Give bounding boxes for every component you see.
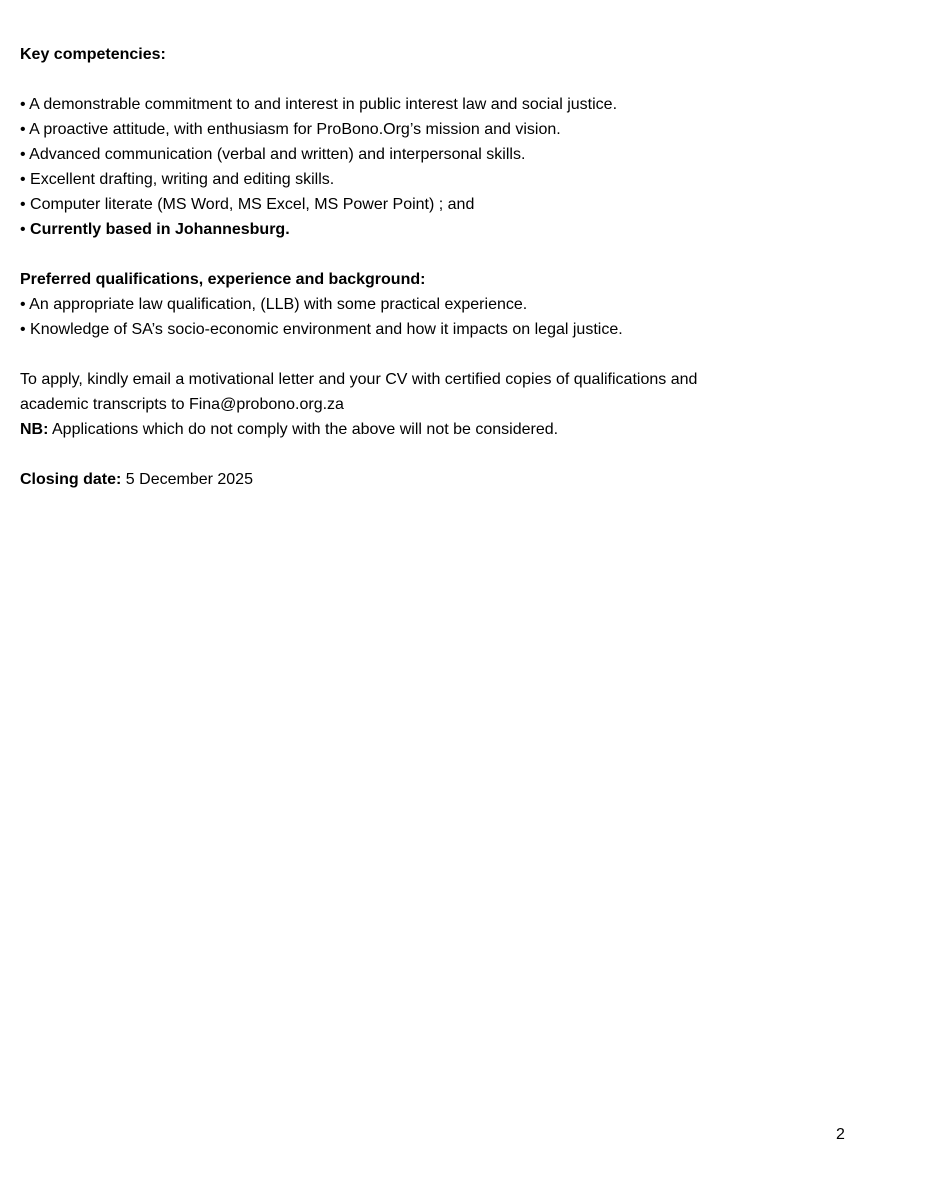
bullet: •: [20, 171, 31, 188]
competency-text: Computer literate (MS Word, MS Excel, MS Power Point) ; and: [30, 196, 475, 213]
bullet: •: [20, 321, 31, 338]
bullet: •: [20, 121, 30, 138]
key-competencies-heading: Key competencies:: [20, 46, 166, 63]
page-number: 2: [836, 1126, 845, 1143]
bullet: •: [20, 146, 30, 163]
spacer: [20, 442, 900, 467]
closing-date-label: Closing date:: [20, 471, 122, 488]
nb-line: [20, 417, 900, 442]
nb-label: NB:: [20, 421, 49, 438]
nb-text: Applications which do not comply with the above will not be considered.: [48, 421, 559, 438]
competency-item-5: [20, 192, 900, 217]
preferred-text: An appropriate law qualification, (LLB) with some practical experience.: [29, 296, 528, 313]
apply-line-2: academic transcripts to Fina@probono.org.za: [20, 396, 344, 413]
spacer: [20, 67, 900, 92]
spacer: [20, 342, 900, 367]
spacer: [20, 242, 900, 267]
closing-date-line: [20, 467, 900, 492]
bullet: •: [20, 221, 31, 238]
competency-item-4: [20, 167, 900, 192]
bullet: •: [20, 296, 30, 313]
closing-date-value: 5 December 2025: [121, 471, 253, 488]
competency-text: A demonstrable commitment to and interest in public interest law and social justice.: [29, 96, 618, 113]
competency-text: Excellent drafting, writing and editing skills.: [30, 171, 335, 188]
competency-text-bold: Currently based in Johannesburg.: [30, 221, 290, 238]
competency-text: A proactive attitude, with enthusiasm for ProBono.Org’s mission and vision.: [29, 121, 561, 138]
competency-item-6: [20, 217, 900, 242]
apply-line-1: To apply, kindly email a motivational letter and your CV with certified copies of qualifications and: [20, 371, 698, 388]
document-page: [20, 42, 900, 492]
competency-text: Advanced communication (verbal and written) and interpersonal skills.: [29, 146, 526, 163]
bullet: •: [20, 96, 30, 113]
preferred-text: Knowledge of SA’s socio-economic environment and how it impacts on legal justice.: [30, 321, 623, 338]
bullet: •: [20, 196, 31, 213]
preferred-item-1: [20, 292, 900, 317]
competency-item-1: [20, 92, 900, 117]
competency-item-3: [20, 142, 900, 167]
preferred-heading: Preferred qualifications, experience and background:: [20, 271, 426, 288]
preferred-item-2: [20, 317, 900, 342]
competency-item-2: [20, 117, 900, 142]
